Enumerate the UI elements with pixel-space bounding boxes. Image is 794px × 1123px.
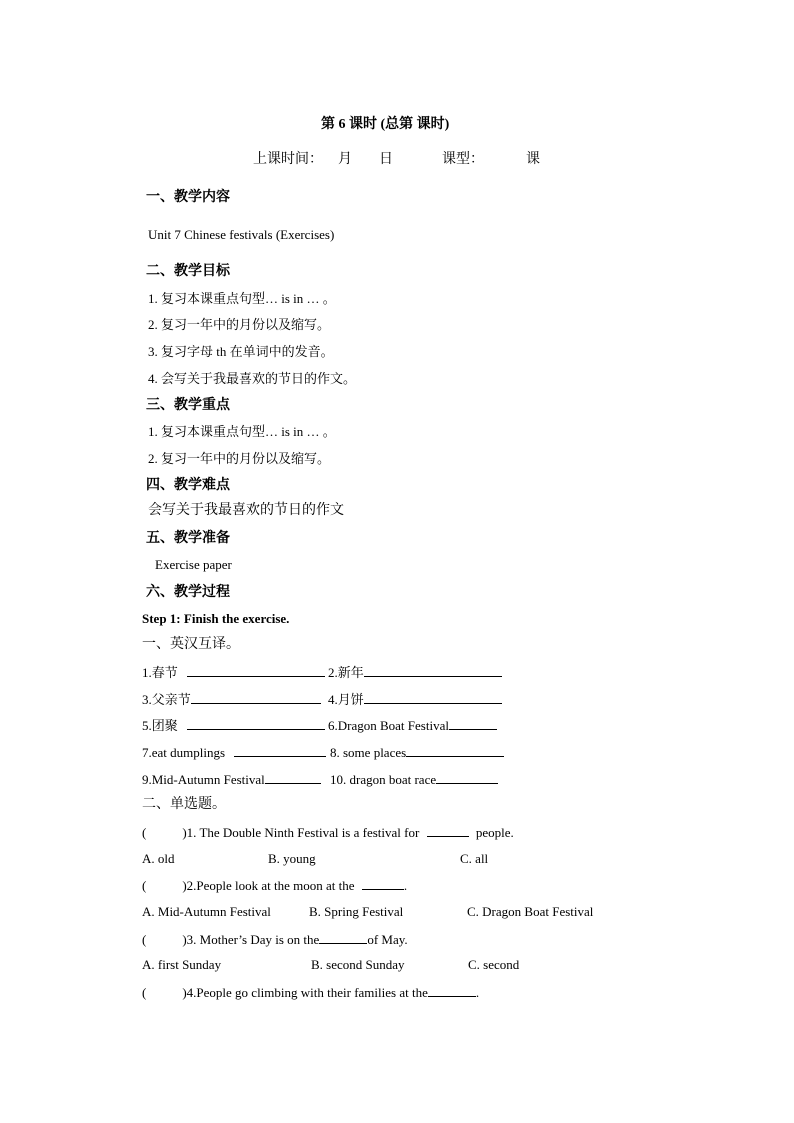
translation-item: 8. some places [330, 744, 504, 761]
answer-blank[interactable] [191, 691, 321, 704]
step-title: Step 1: Finish the exercise. [142, 611, 290, 626]
translation-item: 2.新年 [328, 664, 502, 681]
answer-blank[interactable] [428, 984, 476, 997]
section-heading-difficulties: 四、教学难点 [146, 477, 230, 493]
translation-item: 3.父亲节 [142, 691, 321, 708]
key-point-item: 1. 复习本课重点句型… is in … 。 [148, 424, 336, 439]
option-a: A. old [142, 851, 175, 866]
answer-blank[interactable] [427, 824, 469, 837]
section-heading-key-points: 三、教学重点 [146, 397, 230, 413]
answer-paren[interactable]: ( [142, 932, 147, 947]
lesson-type-label: 课型： [442, 152, 484, 167]
translation-item: 4.月饼 [328, 691, 502, 708]
content-text: Unit 7 Chinese festivals (Exercises) [148, 227, 335, 242]
objective-item: 4. 会写关于我最喜欢的节日的作文。 [148, 371, 357, 386]
lesson-label: 课 [526, 152, 540, 167]
difficulties-text: 会写关于我最喜欢的节日的作文 [148, 503, 344, 518]
key-point-item: 2. 复习一年中的月份以及缩写。 [148, 451, 331, 466]
answer-paren[interactable]: ( [142, 878, 147, 893]
option-b: B. second Sunday [311, 957, 405, 972]
answer-blank[interactable] [406, 744, 504, 757]
preparation-text: Exercise paper [155, 557, 232, 572]
question-2: ( )2.People look at the moon at the . [142, 878, 408, 893]
question-3: ( )3. Mother’s Day is on the of May. [142, 932, 408, 947]
option-b: B. Spring Festival [309, 904, 404, 919]
translation-item: 9.Mid-Autumn Festival [142, 771, 321, 788]
option-c: C. second [468, 957, 520, 972]
answer-blank[interactable] [364, 691, 502, 704]
part2-heading: 二、单选题。 [142, 797, 226, 812]
page-title: 第 6 课时 (总第 课时) [321, 117, 450, 132]
answer-blank[interactable] [364, 664, 502, 677]
translation-item: 1.春节 [142, 664, 325, 681]
option-a: A. first Sunday [142, 957, 222, 972]
option-c: C. Dragon Boat Festival [467, 904, 594, 919]
translation-item: 10. dragon boat race [330, 771, 498, 788]
answer-blank[interactable] [449, 717, 497, 730]
section-heading-content: 一、教学内容 [146, 189, 230, 205]
answer-blank[interactable] [362, 877, 404, 890]
option-c: C. all [460, 851, 489, 866]
option-b: B. young [268, 851, 316, 866]
question-4: ( )4.People go climbing with their families at the . [142, 985, 480, 1000]
day-label: 日 [379, 152, 393, 167]
answer-blank[interactable] [436, 771, 498, 784]
class-time-label: 上课时间： [253, 152, 323, 167]
objective-item: 1. 复习本课重点句型… is in … 。 [148, 291, 336, 306]
objective-item: 3. 复习字母 th 在单词中的发音。 [148, 344, 334, 359]
answer-blank[interactable] [234, 744, 326, 757]
translation-item: 5.团聚 [142, 717, 325, 734]
translation-item: 6.Dragon Boat Festival [328, 717, 497, 734]
answer-paren[interactable]: ( [142, 985, 147, 1000]
part1-heading: 一、英汉互译。 [142, 637, 240, 652]
option-a: A. Mid-Autumn Festival [142, 904, 271, 919]
answer-blank[interactable] [265, 771, 321, 784]
answer-blank[interactable] [187, 664, 325, 677]
translation-item: 7.eat dumplings [142, 744, 326, 761]
section-heading-process: 六、教学过程 [146, 584, 230, 600]
month-label: 月 [338, 152, 352, 167]
objective-item: 2. 复习一年中的月份以及缩写。 [148, 317, 331, 332]
answer-blank[interactable] [187, 717, 325, 730]
answer-blank[interactable] [319, 931, 367, 944]
question-1: ( )1. The Double Ninth Festival is a festival for people. [142, 825, 514, 840]
answer-paren[interactable]: ( [142, 825, 147, 840]
section-heading-objectives: 二、教学目标 [146, 263, 230, 279]
section-heading-preparation: 五、教学准备 [146, 530, 230, 546]
